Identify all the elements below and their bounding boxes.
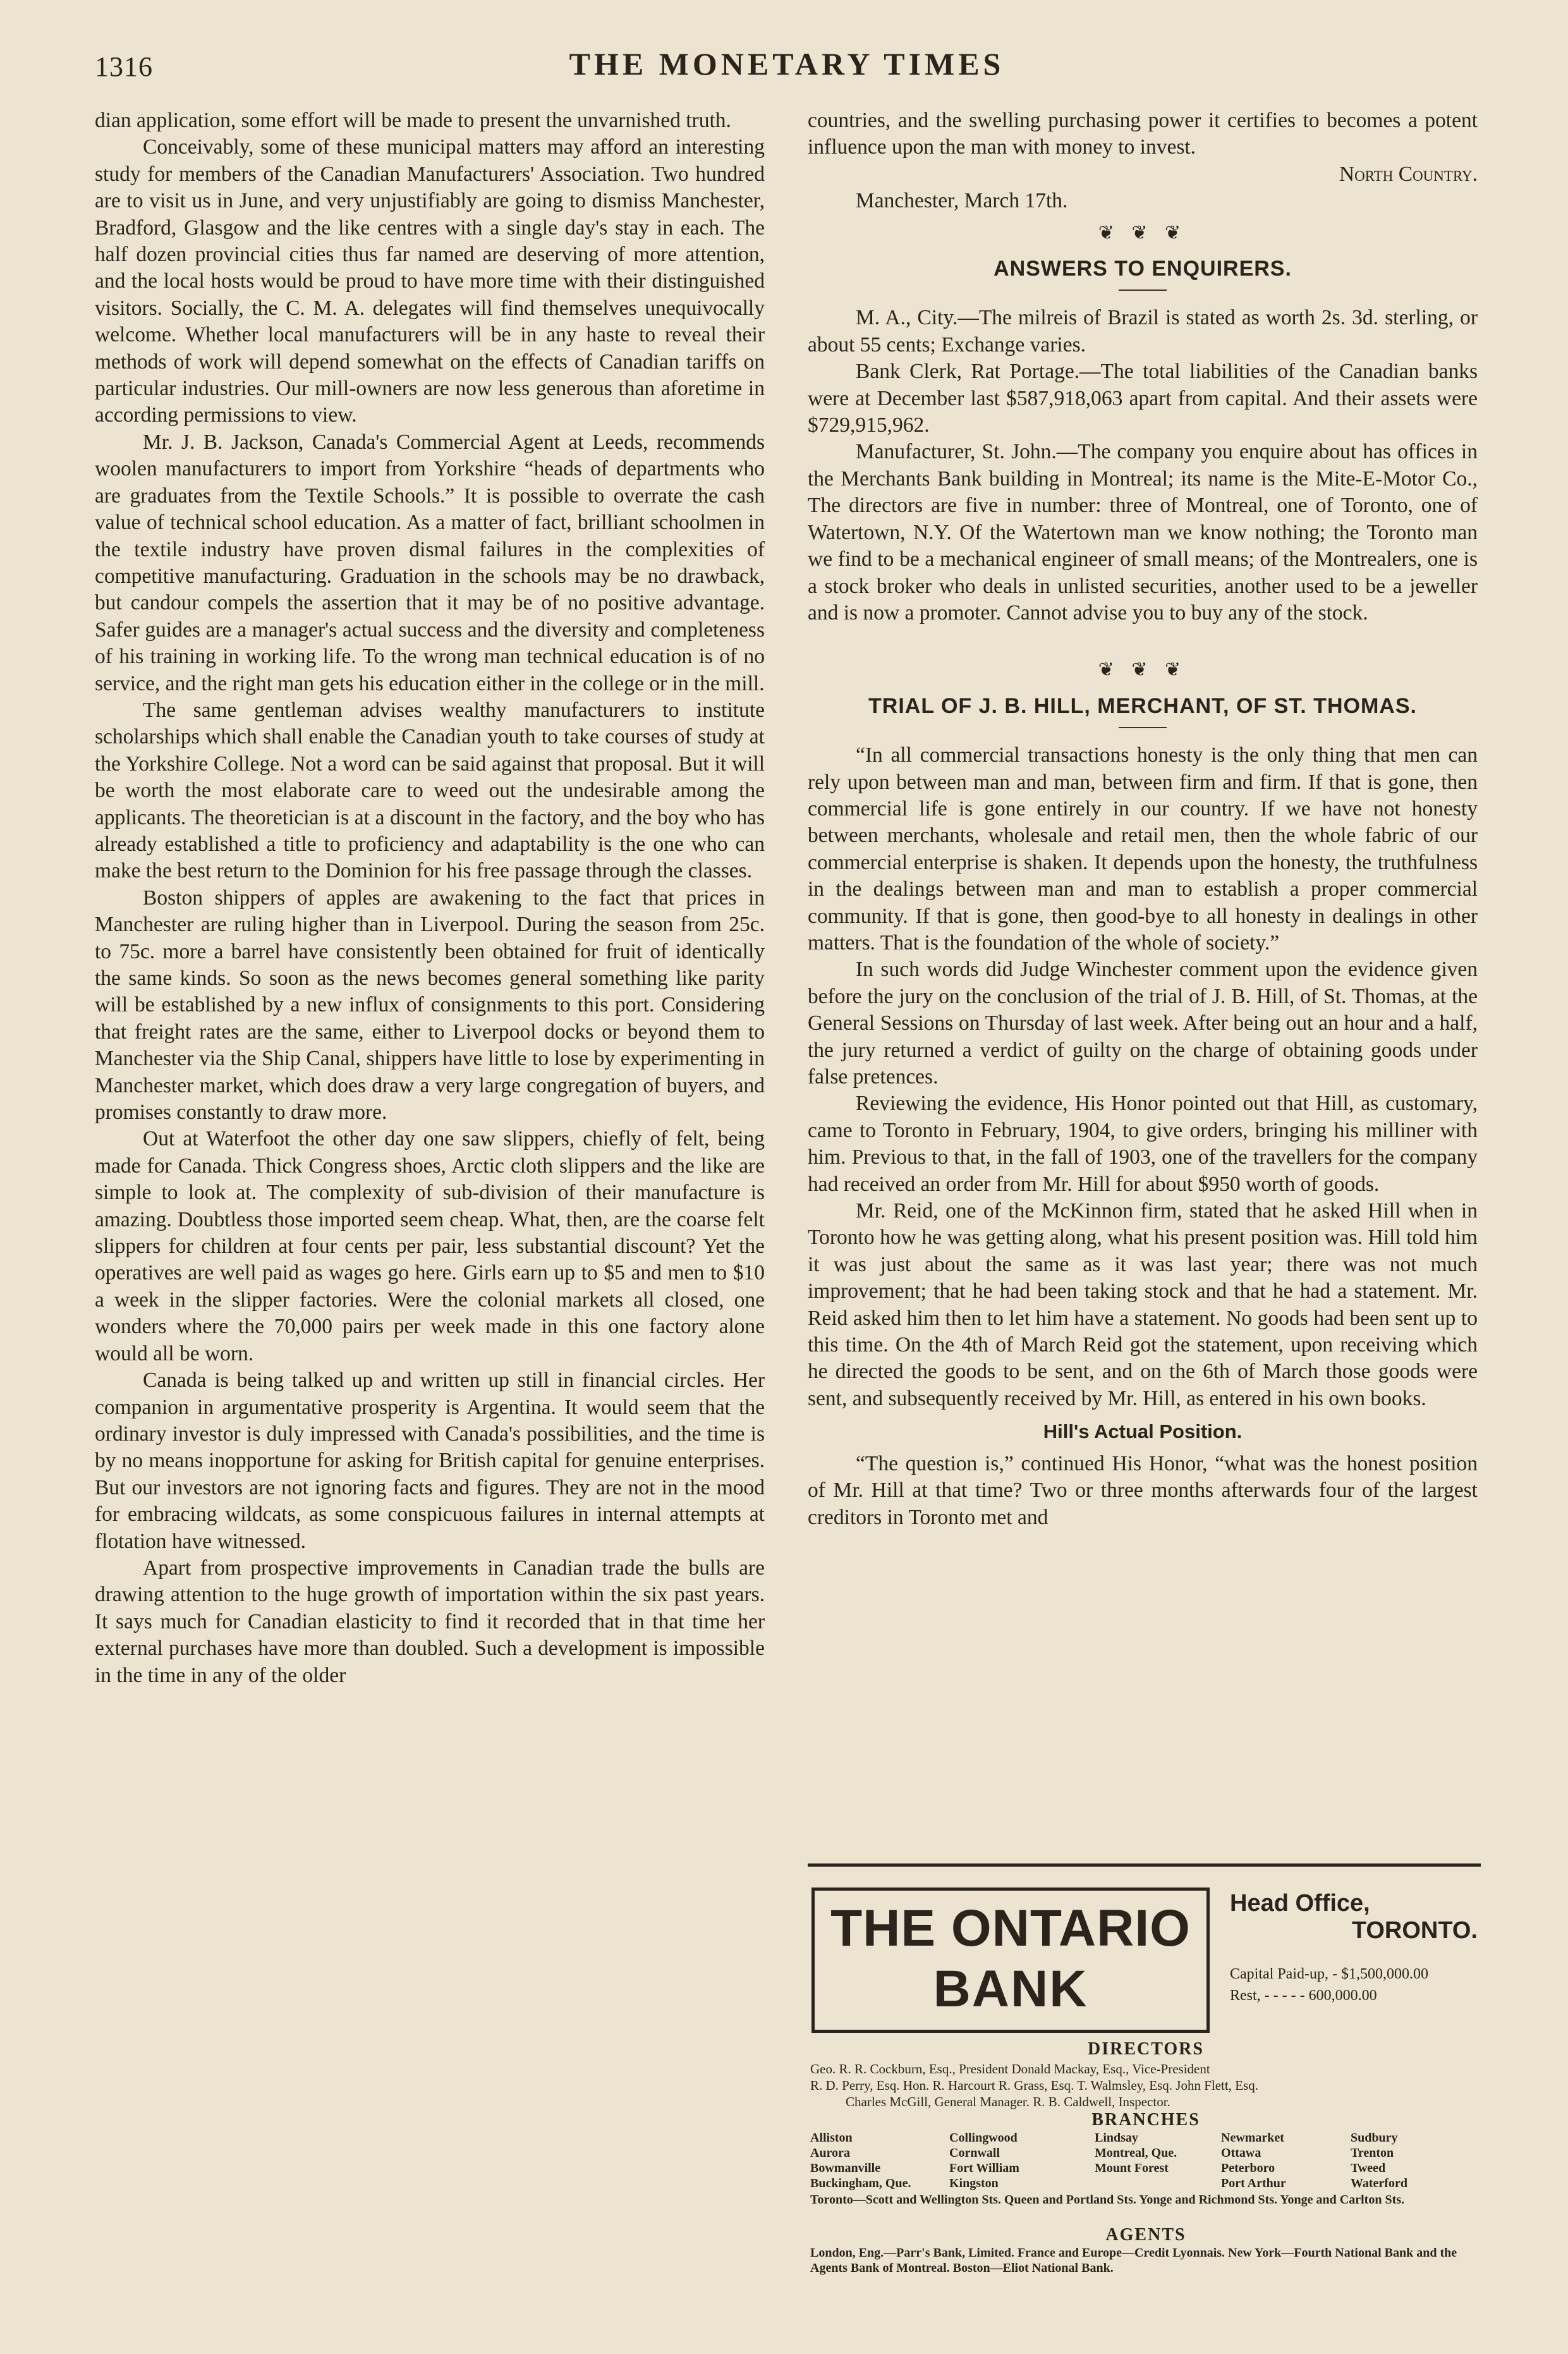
branch-name: Sudbury <box>1351 2131 1398 2145</box>
branches-list <box>810 2130 1486 2191</box>
article-paragraph: Boston shippers of apples are awakening to the fact that prices in Manchester are ruling higher than in Liverpool. During the season from 25c. to 75c. more a barrel have consistently been obtained for fruit of identically the same kinds. So soon as the news becomes general something like parity will be established by a new influx of consignments to this port. Considering that freight rates are the same, either to Liverpool docks or beyond them to Manchester via the Ship Canal, shippers have little to lose by experimenting in Manchester market, which does draw a very large congregation of buyers, and promises constantly to draw more. <box>95 886 765 1125</box>
trial-paragraph: Reviewing the evidence, His Honor pointed out that Hill, as customary, came to Toronto in February, 1904, to give orders, bringing his milliner with him. Previous to that, in the fall of 1903, one of the travellers for the company had received an order from Mr. Hill for about $950 worth of goods. <box>808 1092 1478 1196</box>
bank-advertisement <box>808 1877 1484 2250</box>
branch-name: Waterford <box>1351 2176 1407 2190</box>
branch-name: Peterboro <box>1221 2161 1275 2175</box>
trial-subheading: Hill's Actual Position. <box>1043 1420 1243 1443</box>
branch-name: Buckingham, Que. <box>810 2176 911 2190</box>
branch-name: Lindsay <box>1095 2131 1138 2145</box>
dateline: Manchester, March 17th. <box>856 189 1068 213</box>
trial-section-title: TRIAL OF J. B. HILL, MERCHANT, OF ST. THOMAS. <box>868 693 1417 718</box>
section-ornament: ❦ ❦ ❦ <box>1098 222 1188 243</box>
head-office-city: TORONTO. <box>1351 1917 1478 1944</box>
page-number: 1316 <box>95 51 153 82</box>
article-paragraph: Conceivably, some of these municipal matters may afford an interesting study for members of the Canadian Manufacturers' Association. Two hundred are to visit us in June, and very unjustifiably are going to dismiss Manchester, Bradford, Glasgow and the like centres with a single day's stay in each. The half dozen provincial cities thus far named are deserving of more attention, and the local hosts would be proud to have more time with their distinguished visitors. Socially, the C. M. A. delegates will find themselves unequivocally welcome. Whether local manufacturers will be in any haste to reveal their methods of work will depend somewhat on the effects of Canadian tariffs on particular industries. Our mill-owners are now less generous than aforetime in according permissions to view. <box>95 135 765 427</box>
answer-paragraph: M. A., City.—The milreis of Brazil is stated as worth 2s. 3d. sterling, or about 55 cents; Exchange varies. <box>808 306 1478 357</box>
page-header <box>95 46 1479 90</box>
branch-name: Trenton <box>1351 2146 1394 2160</box>
title-divider <box>1119 290 1167 291</box>
branch-name: Alliston <box>810 2131 853 2145</box>
head-office-block <box>1230 1890 1483 1944</box>
trial-paragraph: In such words did Judge Winchester comment upon the evidence given before the jury on the conclusion of the trial of J. B. Hill, of St. Thomas, at the General Sessions on Thursday of last week. After being out an hour and a half, the jury returned a verdict of guilty on the charge of obtaining goods under false pretences. <box>808 958 1478 1089</box>
title-divider <box>1119 727 1167 728</box>
advertisement-rule <box>808 1863 1481 1867</box>
branch-name: Collingwood <box>949 2131 1018 2145</box>
branch-name: Mount Forest <box>1095 2161 1169 2175</box>
spacer <box>808 626 1478 652</box>
masthead-title: THE MONETARY TIMES <box>569 46 1005 82</box>
capital-block <box>1230 1963 1483 2006</box>
branch-name: Montreal, Que. <box>1095 2146 1177 2160</box>
head-office-label: Head Office, <box>1230 1890 1370 1917</box>
trial-paragraph: “The question is,” continued His Honor, “what was the honest position of Mr. Hill at that time? Two or three months afterwards four of the largest creditors in Toronto met and <box>808 1451 1478 1529</box>
branch-name: Newmarket <box>1221 2131 1284 2145</box>
branch-name <box>1095 2176 1221 2191</box>
bank-logo-line1: THE ONTARIO <box>830 1900 1191 1957</box>
trial-paragraph: Mr. Reid, one of the McKinnon firm, stated that he asked Hill when in Toronto how he was getting along, what his present position was. Hill told him it was just about the same as it was last year; there was not much improvement; that he had been taking stock and that he had a statement. Mr. Reid asked him then to let him have a statement. No goods had been sent up to this time. On the 4th of March Reid got the statement, upon receiving which he directed the goods to be sent, and on the 6th of March those goods were sent, and subsequently received by Mr. Hill, as entered in his own books. <box>808 1199 1478 1410</box>
section-ornament: ❦ ❦ ❦ <box>1098 659 1188 681</box>
article-continuation: countries, and the swelling purchasing power it certifies to becomes a potent influence upon the man with money to invest. <box>808 109 1478 159</box>
bank-logo-box <box>811 1887 1210 2033</box>
trial-paragraph: “In all commercial transactions honesty is the only thing that men can rely upon between man and man, between firm and firm. If that is gone, then commercial life is gone entirely in our country. If we have not honesty between merchants, wholesale and retail men, then the whole fabric of our commercial enterprise is shaken. It depends upon the honesty, the truthfulness in the dealings between man and man to establish a proper commercial community. If that is gone, then good-bye to all honesty in dealings in other matters. That is the foundation of the whole of society.” <box>808 743 1478 954</box>
branch-name: Kingston <box>949 2176 999 2190</box>
branches-title: BRANCHES <box>1091 2110 1200 2130</box>
toronto-branches: Toronto—Scott and Wellington Sts. Queen and Portland Sts. Yonge and Richmond Sts. Yonge and Carlton Sts. <box>810 2193 1405 2207</box>
branch-name: Tweed <box>1351 2161 1386 2175</box>
right-column <box>808 107 1478 1531</box>
branch-name: Cornwall <box>949 2146 1000 2160</box>
author-signature: North Country. <box>1339 162 1478 186</box>
rest-amount: Rest, - - - - - 600,000.00 <box>1230 1987 1377 2004</box>
branch-name: Ottawa <box>1221 2146 1261 2160</box>
answers-section-title: ANSWERS TO ENQUIRERS. <box>994 257 1292 281</box>
article-paragraph: Mr. J. B. Jackson, Canada's Commercial Agent at Leeds, recommends woolen manufacturers to import from Yorkshire “heads of departments who are graduates from the Textile Schools.” It is possible to overrate the cash value of technical school education. As a matter of fact, brilliant schoolmen in the textile industry have proven dismal failures in the complexities of competitive manufacturing. Graduation in the schools may be no drawback, but candour compels the assertion that it may be of no positive advantage. Safer guides are a manager's actual success and the diversity and completeness of his training in working life. To the wrong man technical education is of no service, and the right man gets his education either in the college or in the mill. <box>95 430 765 695</box>
article-paragraph: dian application, some effort will be made to present the unvarnished truth. <box>95 109 731 132</box>
left-column <box>95 107 765 1689</box>
article-paragraph: Canada is being talked up and written up still in financial circles. Her companion in argumentative prosperity is Argentina. It would seem that the ordinary investor is duly impressed with Canada's possibilities, and the time is by no means inopportune for asking for British capital for genuine enterprises. But our investors are not ignoring facts and figures. They are not in the mood for embracing wildcats, as some conspicuous failures in internal attempts at flotation have witnessed. <box>95 1369 765 1553</box>
branch-name: Aurora <box>810 2146 850 2160</box>
agents-text: London, Eng.—Parr's Bank, Limited. France and Europe—Credit Lyonnais. New York—Fourth National Bank and the Agents Bank of Montreal. Boston—Eliot National Bank. <box>810 2246 1457 2275</box>
directors-title: DIRECTORS <box>1088 2039 1204 2059</box>
directors-line: R. D. Perry, Esq. Hon. R. Harcourt R. Grass, Esq. T. Walmsley, Esq. John Flett, Esq. <box>810 2078 1258 2093</box>
answer-paragraph: Manufacturer, St. John.—The company you enquire about has offices in the Merchants Bank building in Montreal; its name is the Mite-E-Motor Co., The directors are five in number: three of Montreal, one of Toronto, one of Watertown, N.Y. Of the Watertown man we know nothing; the Toronto man we find to be a mechanical engineer of small means; of the Montrealers, one is a stock broker who deals in unlisted securities, another used to be a jeweller and is now a promoter. Cannot advise you to buy any of the stock. <box>808 440 1478 625</box>
article-paragraph: The same gentleman advises wealthy manufacturers to institute scholarships which shall enable the Canadian youth to take courses of study at the Yorkshire College. Not a word can be said against that proposal. But it will be worth the most elaborate care to weed out the undesirable among the applicants. The theoretician is at a discount in the factory, and the boy who has already established a title to proficiency and adaptability is the one who can make the best return to the Dominion for his free passage through the classes. <box>95 698 765 883</box>
article-paragraph: Apart from prospective improvements in Canadian trade the bulls are drawing attention to the huge growth of importation within the six past years. It says much for Canadian elasticity to find it recorded that in that time her external purchases have more than doubled. Such a development is impossible in the time in any of the older <box>95 1556 765 1687</box>
branch-name: Bowmanville <box>810 2161 881 2175</box>
capital-paid-up: Capital Paid-up, - $1,500,000.00 <box>1230 1966 1428 1982</box>
directors-line: Charles McGill, General Manager. R. B. Caldwell, Inspector. <box>846 2094 1170 2109</box>
directors-line: Geo. R. R. Cockburn, Esq., President Donald Mackay, Esq., Vice-President <box>810 2061 1210 2077</box>
agents-title: AGENTS <box>1105 2225 1186 2245</box>
branch-name: Fort William <box>949 2161 1019 2175</box>
article-paragraph: Out at Waterfoot the other day one saw slippers, chiefly of felt, being made for Canada. Thick Congress shoes, Arctic cloth slippers and the like are simple to look at. The complexity of sub-division of their manufacture is amazing. Doubtless those imported seem cheap. What, then, are the coarse felt slippers for children at four cents per pair, less substantial discount? Yet the operatives are well paid as wages go here. Girls earn up to $5 and men to $10 a week in the slipper factories. Were the colonial markets all closed, one wonders where the 70,000 pairs per week made in this one factory alone would all be worn. <box>95 1127 765 1365</box>
answer-paragraph: Bank Clerk, Rat Portage.—The total liabilities of the Canadian banks were at December last $587,918,063 apart from capital. And their assets were $729,915,962. <box>808 360 1478 437</box>
branch-name: Port Arthur <box>1221 2176 1286 2190</box>
bank-logo-line2: BANK <box>933 1960 1088 2018</box>
